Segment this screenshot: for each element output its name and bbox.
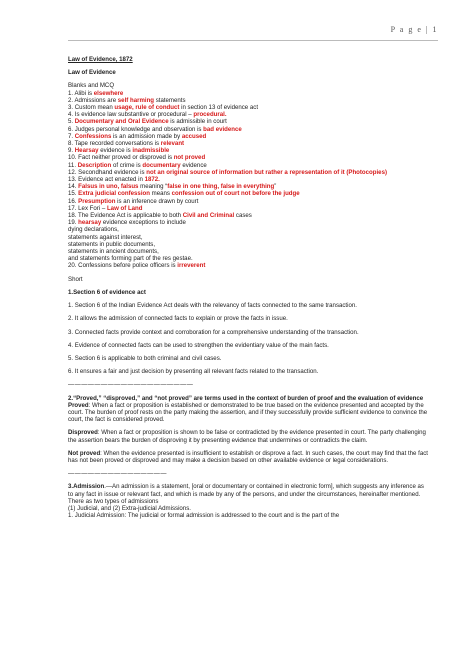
mcq-item — [68, 169, 428, 176]
proved-paragraph — [68, 402, 428, 424]
mcq-item — [68, 262, 428, 269]
question-text: 4. Is evidence law substantive or procedural – — [68, 111, 194, 119]
question-text: is an inference drawn by court — [115, 197, 199, 205]
section6-point: 1. Section 6 of the Indian Evidence Act deals with the relevancy of facts connected to the same transaction. — [68, 302, 357, 310]
question-text: means — [149, 190, 172, 198]
highlighted-answer: inadmissible — [132, 147, 170, 155]
mcq-list — [68, 90, 428, 227]
question-text: 5. — [68, 118, 75, 126]
highlighted-answer: confession out of court not before the judge — [171, 190, 300, 198]
question-text: 19. — [68, 219, 79, 227]
question-text: 17. Lex Fori – — [68, 204, 107, 212]
mcq-item — [68, 198, 428, 205]
mcq-item — [68, 162, 428, 169]
blanks-heading: Blanks and MCQ — [68, 82, 115, 90]
highlighted-answer: Law of Land — [106, 204, 143, 212]
highlighted-answer: Confessions — [74, 132, 112, 140]
document-body — [68, 56, 428, 519]
highlighted-answer: hearsay — [78, 219, 102, 227]
question-text: evidence exceptions to include — [101, 219, 186, 227]
question-text: meaning “ — [138, 183, 168, 191]
mcq-item — [68, 104, 428, 111]
highlighted-answer: accused — [181, 132, 207, 140]
admission-text: .—An admission is a statement, [oral or documentary or contained in electronic form], which suggests any inference as to any fact in issue or relevant fact, and which is made by any of the persons, and under the circumstances, hereinafter mentioned. — [68, 483, 424, 498]
highlighted-answer: self harming — [117, 96, 155, 104]
question-text: 9. — [68, 147, 75, 155]
question-text: of crime is — [111, 161, 143, 169]
hearsay-exception-item: dying declarations, — [68, 226, 119, 234]
question-text: statements — [154, 96, 186, 104]
question-text: evidence is — [98, 147, 133, 155]
document-title: Law of Evidence, 1872 — [68, 56, 133, 63]
question-text: 7. — [68, 132, 75, 140]
judicial-admission-text: 1. Judicial Admission: The judicial or formal admission is addressed to the court and is the part of the — [68, 512, 340, 520]
highlighted-answer: bad evidence — [203, 125, 242, 133]
highlighted-answer: not an original source of information but rather a representation of it (Photocopies) — [146, 168, 387, 176]
separator-line: ——————————————————— — [68, 381, 194, 389]
section6-points — [68, 302, 428, 375]
highlighted-answer: elsewhere — [93, 89, 124, 97]
section6-point: 2. It allows the admission of connected facts to explain or prove the facts in issue. — [68, 315, 288, 323]
question-text: cases — [234, 212, 252, 220]
question-text: 6. Judges personal knowledge and observation is — [68, 125, 204, 133]
mcq-item — [68, 90, 428, 97]
not-proved-label: Not proved — [68, 449, 101, 457]
disproved-text: : When a fact or proposition is shown to be false or contradicted by the evidence presented in court. The party challenging the assertion bears the burden of disproving it by presenting evidence that undermines or contradicts the claim. — [68, 429, 426, 444]
question-text: ” — [274, 183, 277, 191]
mcq-item — [68, 154, 428, 161]
admission-label: 3.Admission — [68, 483, 105, 491]
question-text: 3. Custom mean — [68, 104, 115, 112]
question-text: is an admission made by — [111, 132, 182, 140]
section6-point: 5. Section 6 is applicable to both criminal and civil cases. — [68, 354, 222, 362]
hearsay-exception-item: statements in public documents, — [68, 240, 156, 248]
question-text: 13. Evidence act enacted in — [68, 176, 145, 184]
question-text: is admissible in court — [168, 118, 227, 126]
hearsay-exception-item: statements in ancient documents, — [68, 248, 159, 256]
question-text: 16. — [68, 197, 79, 205]
question-text: 14. — [68, 183, 79, 191]
highlighted-answer: irreverent — [177, 262, 206, 270]
mcq-item — [68, 176, 428, 183]
question-text: 12. Secondhand evidence is — [68, 168, 147, 176]
hearsay-exception-item: statements against interest, — [68, 233, 143, 241]
mcq-item — [68, 111, 428, 118]
question-text: 18. The Evidence Act is applicable to both — [68, 212, 183, 220]
mcq-item — [68, 133, 428, 140]
mcq-item — [68, 126, 428, 133]
not-proved-text: : When the evidence presented is insufficient to establish or disprove a fact. In such cases, the court may find that the fact has not been proved or disproved and may make a decision based on other available evidence or legal considerations. — [68, 449, 428, 464]
disproved-label: Disproved — [68, 429, 98, 437]
proved-label: Proved — [68, 401, 89, 409]
highlighted-answer: Civil and Criminal — [182, 212, 235, 220]
highlighted-answer: Hearsay — [74, 147, 99, 155]
mcq-item — [68, 97, 428, 104]
mcq-item — [68, 183, 428, 190]
mcq-item — [68, 118, 428, 125]
short-heading: Short — [68, 275, 83, 283]
highlighted-answer: false in one thing, false in everything — [167, 183, 275, 191]
section6-point: 3. Connected facts provide context and corroboration for a comprehensive understanding of the transaction. — [68, 328, 359, 336]
mcq-item — [68, 190, 428, 197]
highlighted-answer: Extra judicial confession — [78, 190, 150, 198]
highlighted-answer: Presumption — [78, 197, 116, 205]
disproved-paragraph — [68, 429, 428, 443]
highlighted-answer: not proved — [173, 154, 206, 162]
mcq-item — [68, 140, 428, 147]
highlighted-answer: usage, rule of conduct — [114, 104, 180, 112]
question-text: 11. — [68, 161, 78, 169]
mcq-item — [68, 205, 428, 212]
question-text: 2. Admissions are — [68, 96, 118, 104]
admission-paragraph — [68, 483, 428, 497]
question-text: in section 13 of evidence act — [179, 104, 259, 112]
highlighted-answer: relevant — [160, 140, 185, 148]
not-proved-paragraph — [68, 450, 428, 464]
admission-types: There as two types of admissions — [68, 497, 159, 505]
section6-heading: 1.Section 6 of evidence act — [68, 288, 146, 296]
question-text: 10. Fact neither proved or disproved is — [68, 154, 174, 162]
question-text: 8. Tape recorded conversations is — [68, 140, 161, 148]
highlighted-answer: procedural. — [193, 111, 227, 119]
question-text: 15. — [68, 190, 79, 198]
highlighted-answer: 1872. — [144, 176, 160, 184]
highlighted-answer: Falsus in uno, falsus — [78, 183, 139, 191]
question-text: 20. Confessions before police officers is — [68, 262, 178, 270]
mcq-item — [68, 212, 428, 219]
highlighted-answer: documentary — [142, 161, 181, 169]
section6-point: 6. It ensures a fair and just decision by presenting all relevant facts related to the transaction. — [68, 368, 319, 376]
proved-text: : When a fact or proposition is established or demonstrated to be true based on the evidence presented and accepted by the court. The burden of proof rests on the party making the assertion, and if they successfully provide sufficient evidence to convince the court, the fact is considered proved. — [68, 401, 428, 424]
separator-line-2: ——————————————— — [68, 470, 167, 478]
highlighted-answer: Documentary and Oral Evidence — [74, 118, 169, 126]
hearsay-exception-item: and statements forming part of the res gestae. — [68, 255, 193, 263]
header-divider — [68, 40, 438, 41]
mcq-item — [68, 147, 428, 154]
question-text: evidence — [180, 161, 207, 169]
section-subtitle: Law of Evidence — [68, 69, 116, 77]
burden-of-proof-heading: 2.“Proved,” “disproved,” and “not proved” are terms used in the context of burden of proof and the evaluation of evidence — [68, 394, 424, 402]
section6-point: 4. Evidence of connected facts can be used to strengthen the evidentiary value of the main facts. — [68, 341, 329, 349]
admission-types-list: (1) Judicial, and (2) Extra-judicial Admissions. — [68, 504, 191, 512]
mcq-item — [68, 219, 428, 226]
highlighted-answer: Description — [77, 161, 112, 169]
page-number-header: P a g e | 1 — [390, 25, 438, 34]
hearsay-exceptions-list — [68, 226, 428, 262]
question-text: 1. Alibi is — [68, 89, 94, 97]
